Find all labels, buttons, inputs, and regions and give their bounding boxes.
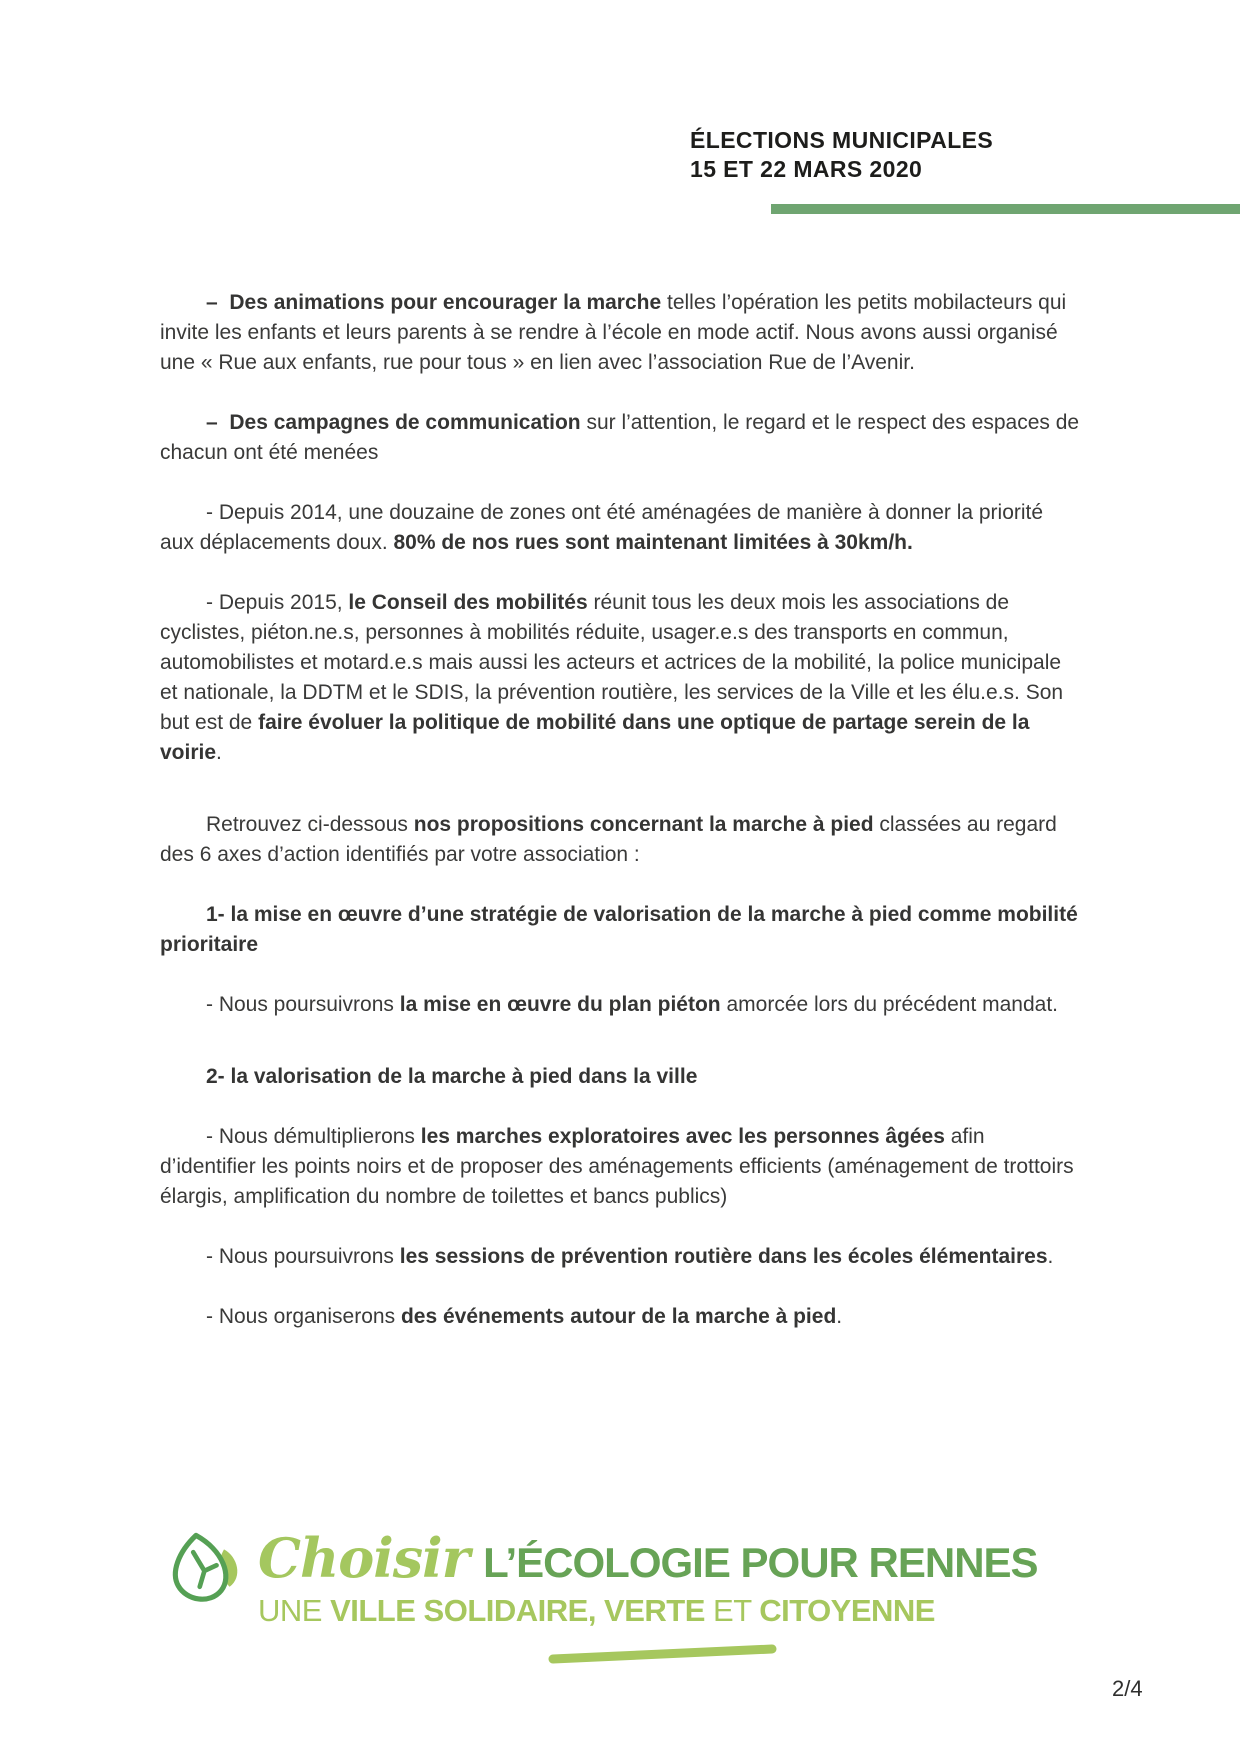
logo-script-word: Choisir <box>258 1526 470 1590</box>
document-body <box>160 288 1082 1362</box>
paragraph-animations: – Des animations pour encourager la marche telles l’opération les petits mobilacteurs qui invite les enfants et leurs parents à se rendre à l’école en mode actif. Nous avons aussi organisé une « Rue aux enfants, rue pour tous » en lien avec l’association Rue de l’Avenir. <box>160 291 1067 374</box>
header-title-line1: ÉLECTIONS MUNICIPALES <box>690 127 994 153</box>
section-heading-1: 1- la mise en œuvre d’une stratégie de valorisation de la marche à pied comme mobilité prioritaire <box>160 903 1078 956</box>
paragraph-campagnes: – Des campagnes de communication sur l’attention, le regard et le respect des espaces de chacun ont été menées <box>160 411 1080 464</box>
logo-title-text: L’ÉCOLOGIE POUR RENNES <box>483 1539 1038 1586</box>
paragraph-plan-pieton: - Nous poursuivrons la mise en œuvre du plan piéton amorcée lors du précédent mandat. <box>206 993 1058 1016</box>
logo-title-line <box>258 1526 1038 1590</box>
logo-subtitle-part: CITOYENNE <box>759 1593 935 1628</box>
logo-underline-stroke <box>545 1642 780 1671</box>
document-header <box>690 126 993 184</box>
section-heading-2: 2- la valorisation de la marche à pied dans la ville <box>206 1065 698 1088</box>
header-accent-bar <box>771 204 1240 214</box>
logo-subtitle-part: ET <box>704 1593 760 1628</box>
header-title-line2: 15 ET 22 MARS 2020 <box>690 156 923 182</box>
paragraph-retrouvez: Retrouvez ci-dessous nos propositions concernant la marche à pied classées au regard des 6 axes d’action identifiés par votre association : <box>160 813 1057 866</box>
logo-subtitle-part: VILLE SOLIDAIRE, VERTE <box>330 1593 705 1628</box>
paragraph-marches-exploratoires: - Nous démultiplierons les marches exploratoires avec les personnes âgées afin d’identifier les points noirs et de proposer des aménagements efficients (aménagement de trottoirs élargis, amplification du nombre de toilettes et bancs publics) <box>160 1125 1074 1208</box>
leaf-logo-icon <box>168 1530 252 1613</box>
paragraph-prevention-routiere: - Nous poursuivrons les sessions de prévention routière dans les écoles élémentaires. <box>206 1245 1054 1268</box>
logo-subtitle-line <box>258 1593 935 1629</box>
logo-subtitle-part: UNE <box>258 1593 331 1628</box>
page-number: 2/4 <box>1112 1676 1143 1701</box>
paragraph-depuis-2015: - Depuis 2015, le Conseil des mobilités réunit tous les deux mois les associations de cyclistes, piéton.ne.s, personnes à mobilités réduite, usager.e.s des transports en commun, automobilistes et motard.e.s mais aussi les acteurs et actrices de la mobilité, la police municipale et nationale, la DDTM et le SDIS, la prévention routière, les services de la Ville et les élu.e.s. Son but est de faire évoluer la politique de mobilité dans une optique de partage serein de la voirie. <box>160 591 1064 764</box>
paragraph-depuis-2014: - Depuis 2014, une douzaine de zones ont été aménagées de manière à donner la priorité aux déplacements doux. 80% de nos rues sont maintenant limitées à 30km/h. <box>160 501 1044 554</box>
paragraph-evenements: - Nous organiserons des événements autour de la marche à pied. <box>206 1305 843 1328</box>
